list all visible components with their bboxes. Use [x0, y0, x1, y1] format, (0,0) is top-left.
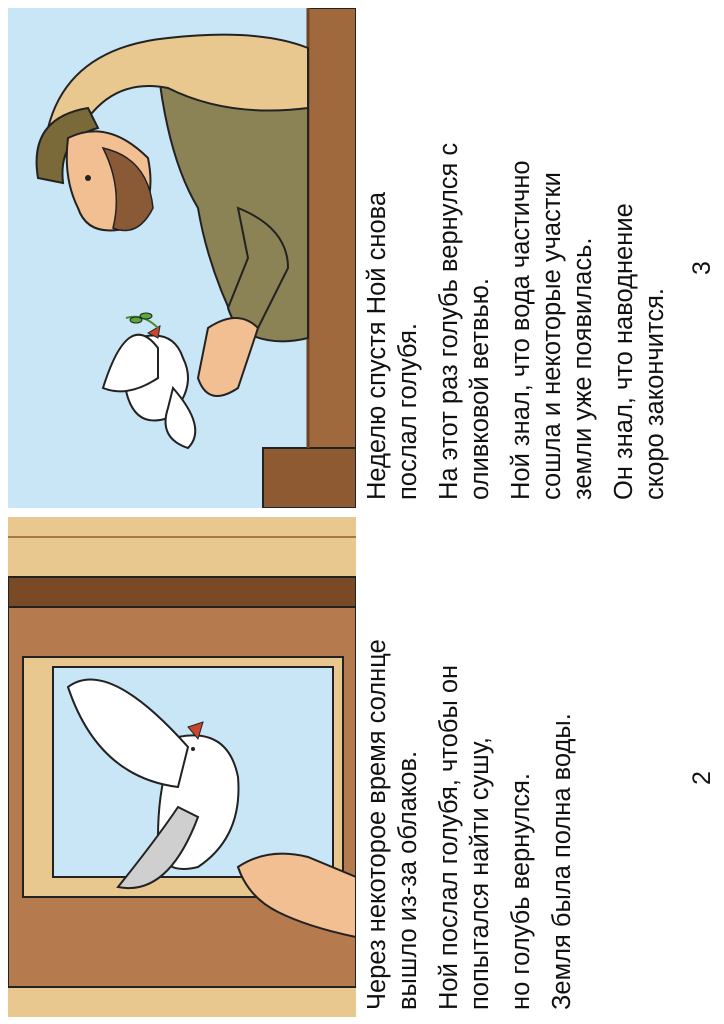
- text-line: Ной послал голубя, чтобы он: [435, 664, 463, 1010]
- text-line: послал голубя.: [394, 323, 422, 500]
- text-line: Через некоторое время солнце: [363, 639, 391, 1010]
- text-line: земли уже появилась.: [569, 237, 597, 500]
- text-line: Неделю спустя Ной снова: [363, 191, 391, 500]
- page-number: 3: [688, 261, 716, 275]
- text-line: скоро закончится.: [641, 288, 669, 500]
- text-line: вышло из-за облаков.: [394, 750, 422, 1010]
- page-2-text: [362, 530, 578, 1010]
- illustration-dove-at-window: [8, 517, 356, 1017]
- illustration-noah-with-dove: [8, 8, 356, 508]
- text-line: Земля была полна воды.: [548, 713, 576, 1010]
- page-3-text: [362, 20, 671, 500]
- text-line: На этот раз голубь вернулся с: [435, 142, 463, 500]
- text-line: сошла и некоторые участки: [538, 172, 566, 500]
- text-line: Ной знал, что вода частично: [507, 160, 535, 500]
- text-line: попытался найти сушу,: [466, 737, 494, 1010]
- text-line: но голубь вернулся.: [507, 772, 535, 1010]
- text-line: Он знал, что наводнение: [610, 203, 638, 500]
- page-number: 2: [688, 771, 716, 785]
- text-line: оливковой ветвью.: [466, 277, 494, 500]
